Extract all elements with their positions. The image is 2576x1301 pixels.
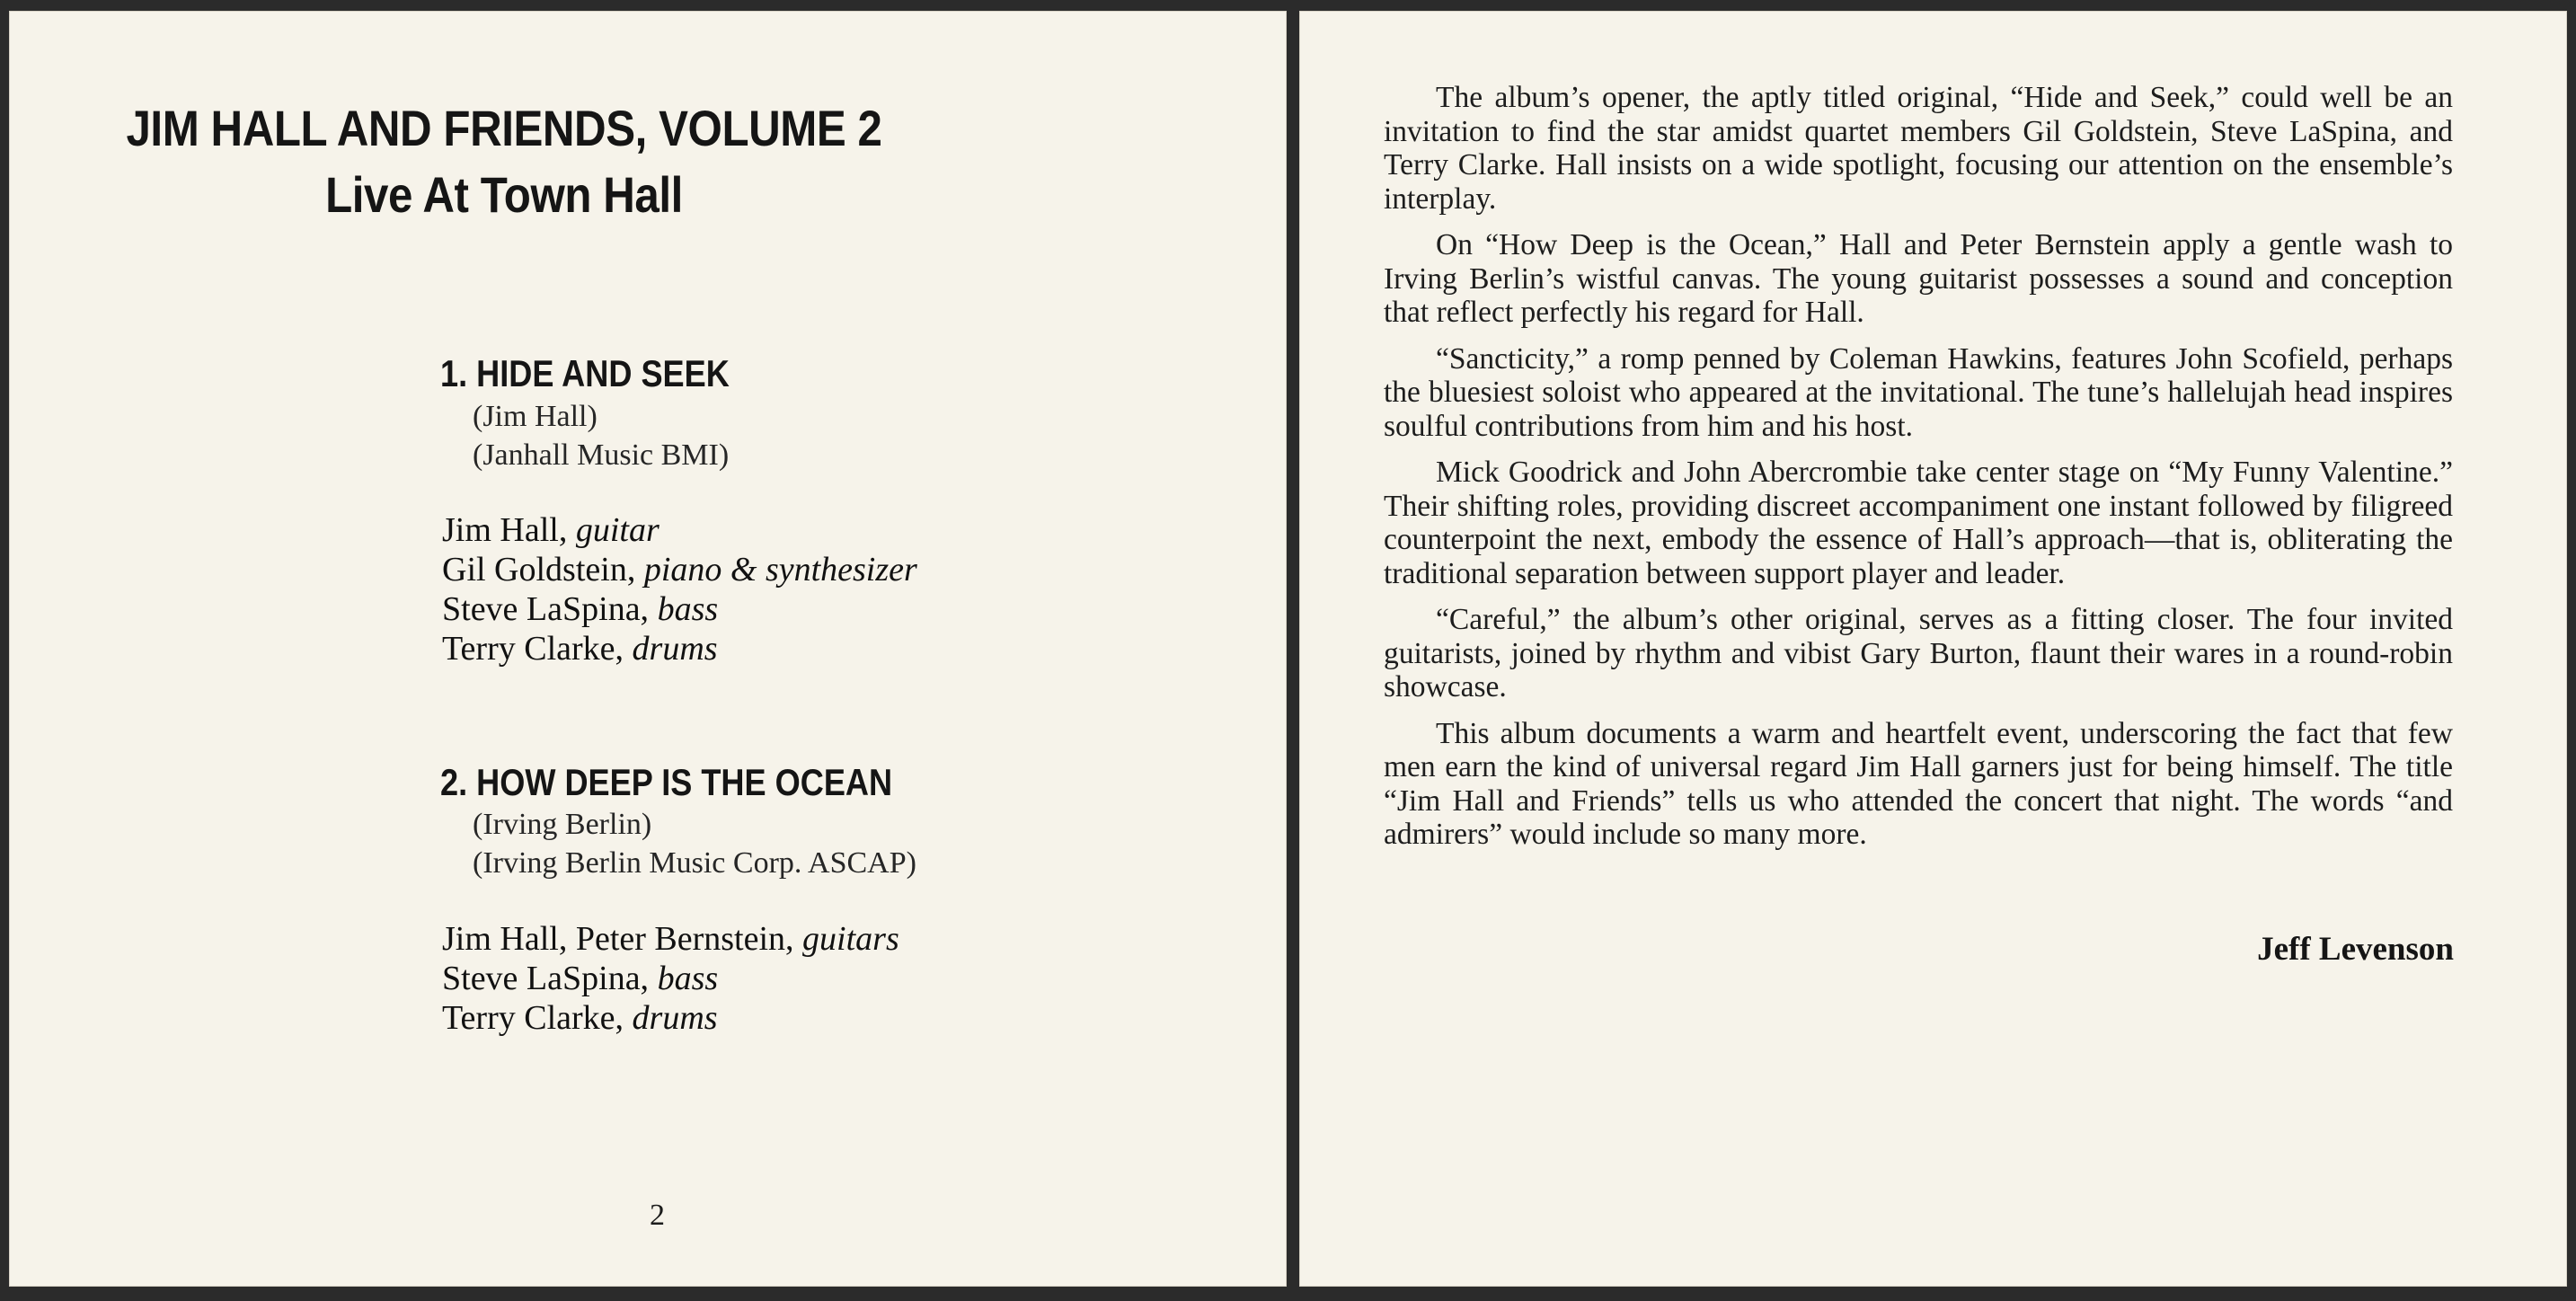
track-2-personnel-1 xyxy=(442,919,899,959)
liner-paragraph: On “How Deep is the Ocean,” Hall and Peter Bernstein apply a gentle wash to Irving Berlin’s wistful canvas. The young guitarist possesses a sound and conception that reflect perfectly his regard for Hall. xyxy=(1384,228,2453,329)
track-1-heading: 1. HIDE AND SEEK xyxy=(440,352,730,394)
musician-role: piano & synthesizer xyxy=(643,551,917,589)
musician-name: Steve LaSpina, xyxy=(442,590,658,628)
track-1-personnel-4 xyxy=(442,629,718,668)
track-1-personnel-1 xyxy=(442,510,659,550)
liner-paragraph: Mick Goodrick and John Abercrombie take center stage on “My Funny Valentine.” Their shifting roles, providing discreet accompaniment one instant followed by filigreed counterpoint the next, embody the essence of Hall’s approach—that is, obliterating the traditional separation between support player and leader. xyxy=(1384,456,2453,590)
musician-role: guitars xyxy=(802,920,899,958)
liner-notes xyxy=(1384,81,2453,864)
musician-name: Jim Hall, xyxy=(442,511,576,549)
musician-role: drums xyxy=(632,630,718,668)
musician-role: drums xyxy=(632,999,718,1037)
musician-name: Gil Goldstein, xyxy=(442,551,644,589)
track-2-composer: (Irving Berlin) xyxy=(473,808,652,841)
track-2-publisher: (Irving Berlin Music Corp. ASCAP) xyxy=(473,846,916,880)
liner-paragraph: This album documents a warm and heartfelt event, underscoring the fact that few men earn the kind of universal regard Jim Hall garners just for being himself. The title “Jim Hall and Friends” tells us who attended the concert that night. The words “and admirers” would include so many more. xyxy=(1384,716,2453,851)
musician-name: Terry Clarke, xyxy=(442,999,633,1037)
liner-paragraph: The album’s opener, the aptly titled original, “Hide and Seek,” could well be an invitation to find the star amidst quartet members Gil Goldstein, Steve LaSpina, and Terry Clarke. Hall insists on a wide spotlight, focusing our attention on the ensemble’s interplay. xyxy=(1384,81,2453,216)
page-number: 2 xyxy=(650,1199,665,1232)
musician-name: Steve LaSpina, xyxy=(442,960,658,997)
musician-role: bass xyxy=(657,960,719,997)
liner-paragraph: “Sancticity,” a romp penned by Coleman Hawkins, features John Scofield, perhaps the bluesiest soloist who appeared at the invitational. The tune’s hallelujah head inspires soulful contributions from him and his host. xyxy=(1384,341,2453,443)
musician-name: Jim Hall, Peter Bernstein, xyxy=(442,920,803,958)
track-1-publisher: (Janhall Music BMI) xyxy=(473,438,730,472)
musician-name: Terry Clarke, xyxy=(442,630,633,668)
right-page xyxy=(1299,11,2567,1287)
author-signature: Jeff Levenson xyxy=(2257,931,2454,968)
track-2-personnel-3 xyxy=(442,998,718,1038)
album-title: JIM HALL AND FRIENDS, VOLUME 2 xyxy=(126,100,882,156)
liner-paragraph: “Careful,” the album’s other original, serves as a fitting closer. The four invited guitarists, joined by rhythm and vibist Gary Burton, flaunt their wares in a round-robin showcase. xyxy=(1384,603,2453,704)
track-2-heading: 2. HOW DEEP IS THE OCEAN xyxy=(440,761,893,803)
musician-role: guitar xyxy=(575,511,659,549)
track-2-personnel-2 xyxy=(442,959,718,998)
track-1-composer: (Jim Hall) xyxy=(473,400,598,433)
album-subtitle: Live At Town Hall xyxy=(325,166,683,223)
track-1-personnel-2 xyxy=(442,550,917,589)
track-1-personnel-3 xyxy=(442,589,718,629)
musician-role: bass xyxy=(657,590,719,628)
left-page xyxy=(9,11,1287,1287)
